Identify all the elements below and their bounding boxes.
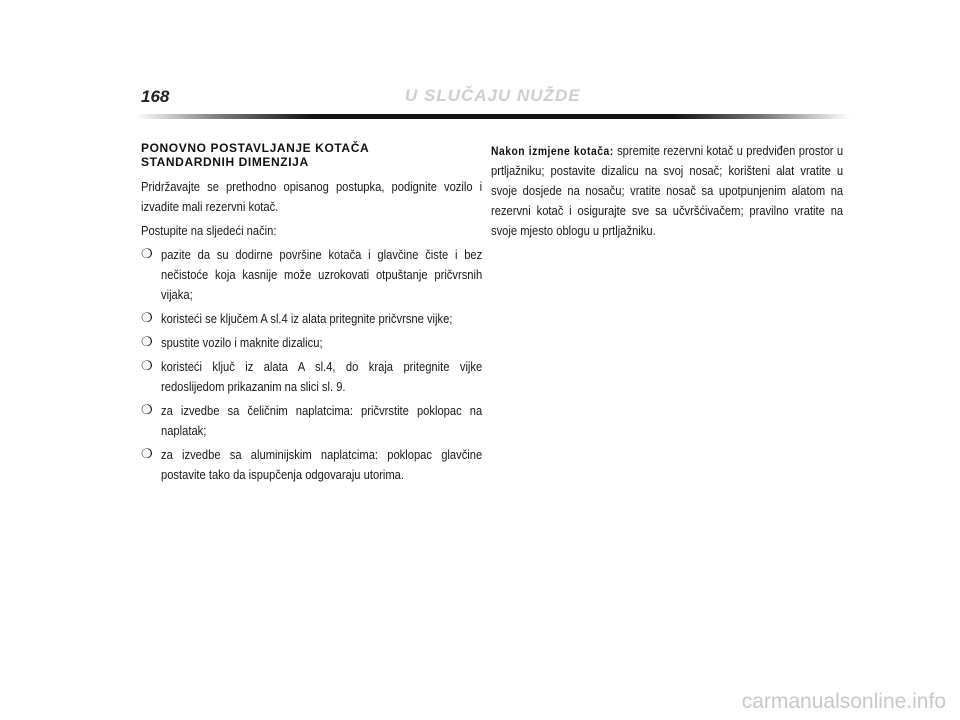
intro-paragraph: Pridržavajte se prethodno opisanog postupka, podignite vozilo i izvadite mali rezervni kotač. [141, 179, 483, 214]
bullet-icon: ❍ [141, 310, 153, 325]
list-item [141, 445, 483, 485]
section-title: U SLUČAJU NUŽDE [405, 86, 581, 105]
steps-list [141, 245, 483, 485]
list-item-text: koristeći ključ iz alata A sl.4, do kraja pritegnite vijke redoslijedom prikazanim na slici sl. 9. [161, 359, 483, 394]
list-item-text: za izvedbe sa čeličnim naplatcima: pričvrstite poklopac na naplatak; [161, 403, 483, 438]
list-item [141, 333, 483, 353]
list-item [141, 245, 483, 305]
right-column [491, 141, 844, 245]
bullet-icon: ❍ [141, 358, 153, 373]
list-item [141, 309, 483, 329]
bullet-icon: ❍ [141, 334, 153, 349]
heading-line-2: STANDARDNIH DIMENZIJA [141, 155, 309, 169]
left-column [141, 141, 483, 489]
list-item-text: pazite da su dodirne površine kotača i glavčine čiste i bez nečistoće koja kasnije može uzrokovati otpuštanje pričvrsnih vijaka; [161, 247, 483, 302]
after-change-text: spremite rezervni kotač u predviđen prostor u prtljažniku; postavite dizalicu na svoj nosač; korišteni alat vratite u svoje dosjede na nosaču; vratite nosač sa upotpunjenim alatom na rezervni kotač i osigurajte sve sa učvršćivačem; pravilno vratite na svoje mjesto oblogu u prtljažniku. [491, 143, 844, 238]
header-rule [135, 114, 850, 119]
list-item [141, 401, 483, 441]
after-change-paragraph [491, 141, 843, 241]
bullet-icon: ❍ [141, 246, 153, 261]
list-item-text: spustite vozilo i maknite dizalicu; [161, 335, 323, 350]
after-change-lead: Nakon izmjene kotača: [491, 144, 614, 158]
watermark: carmanualsonline.info [741, 690, 946, 713]
section-heading [141, 141, 483, 169]
bullet-icon: ❍ [141, 446, 153, 461]
list-item-text: koristeći se ključem A sl.4 iz alata pritegnite pričvrsne vijke; [161, 311, 453, 326]
list-item-text: za izvedbe sa aluminijskim naplatcima: poklopac glavčine postavite tako da ispupčenja odgovaraju utorima. [161, 447, 483, 482]
list-item [141, 357, 483, 397]
heading-line-1: PONOVNO POSTAVLJANJE KOTAČA [141, 141, 370, 155]
page-number: 168 [141, 87, 170, 106]
bullet-icon: ❍ [141, 402, 153, 417]
steps-intro: Postupite na sljedeći način: [141, 223, 277, 238]
